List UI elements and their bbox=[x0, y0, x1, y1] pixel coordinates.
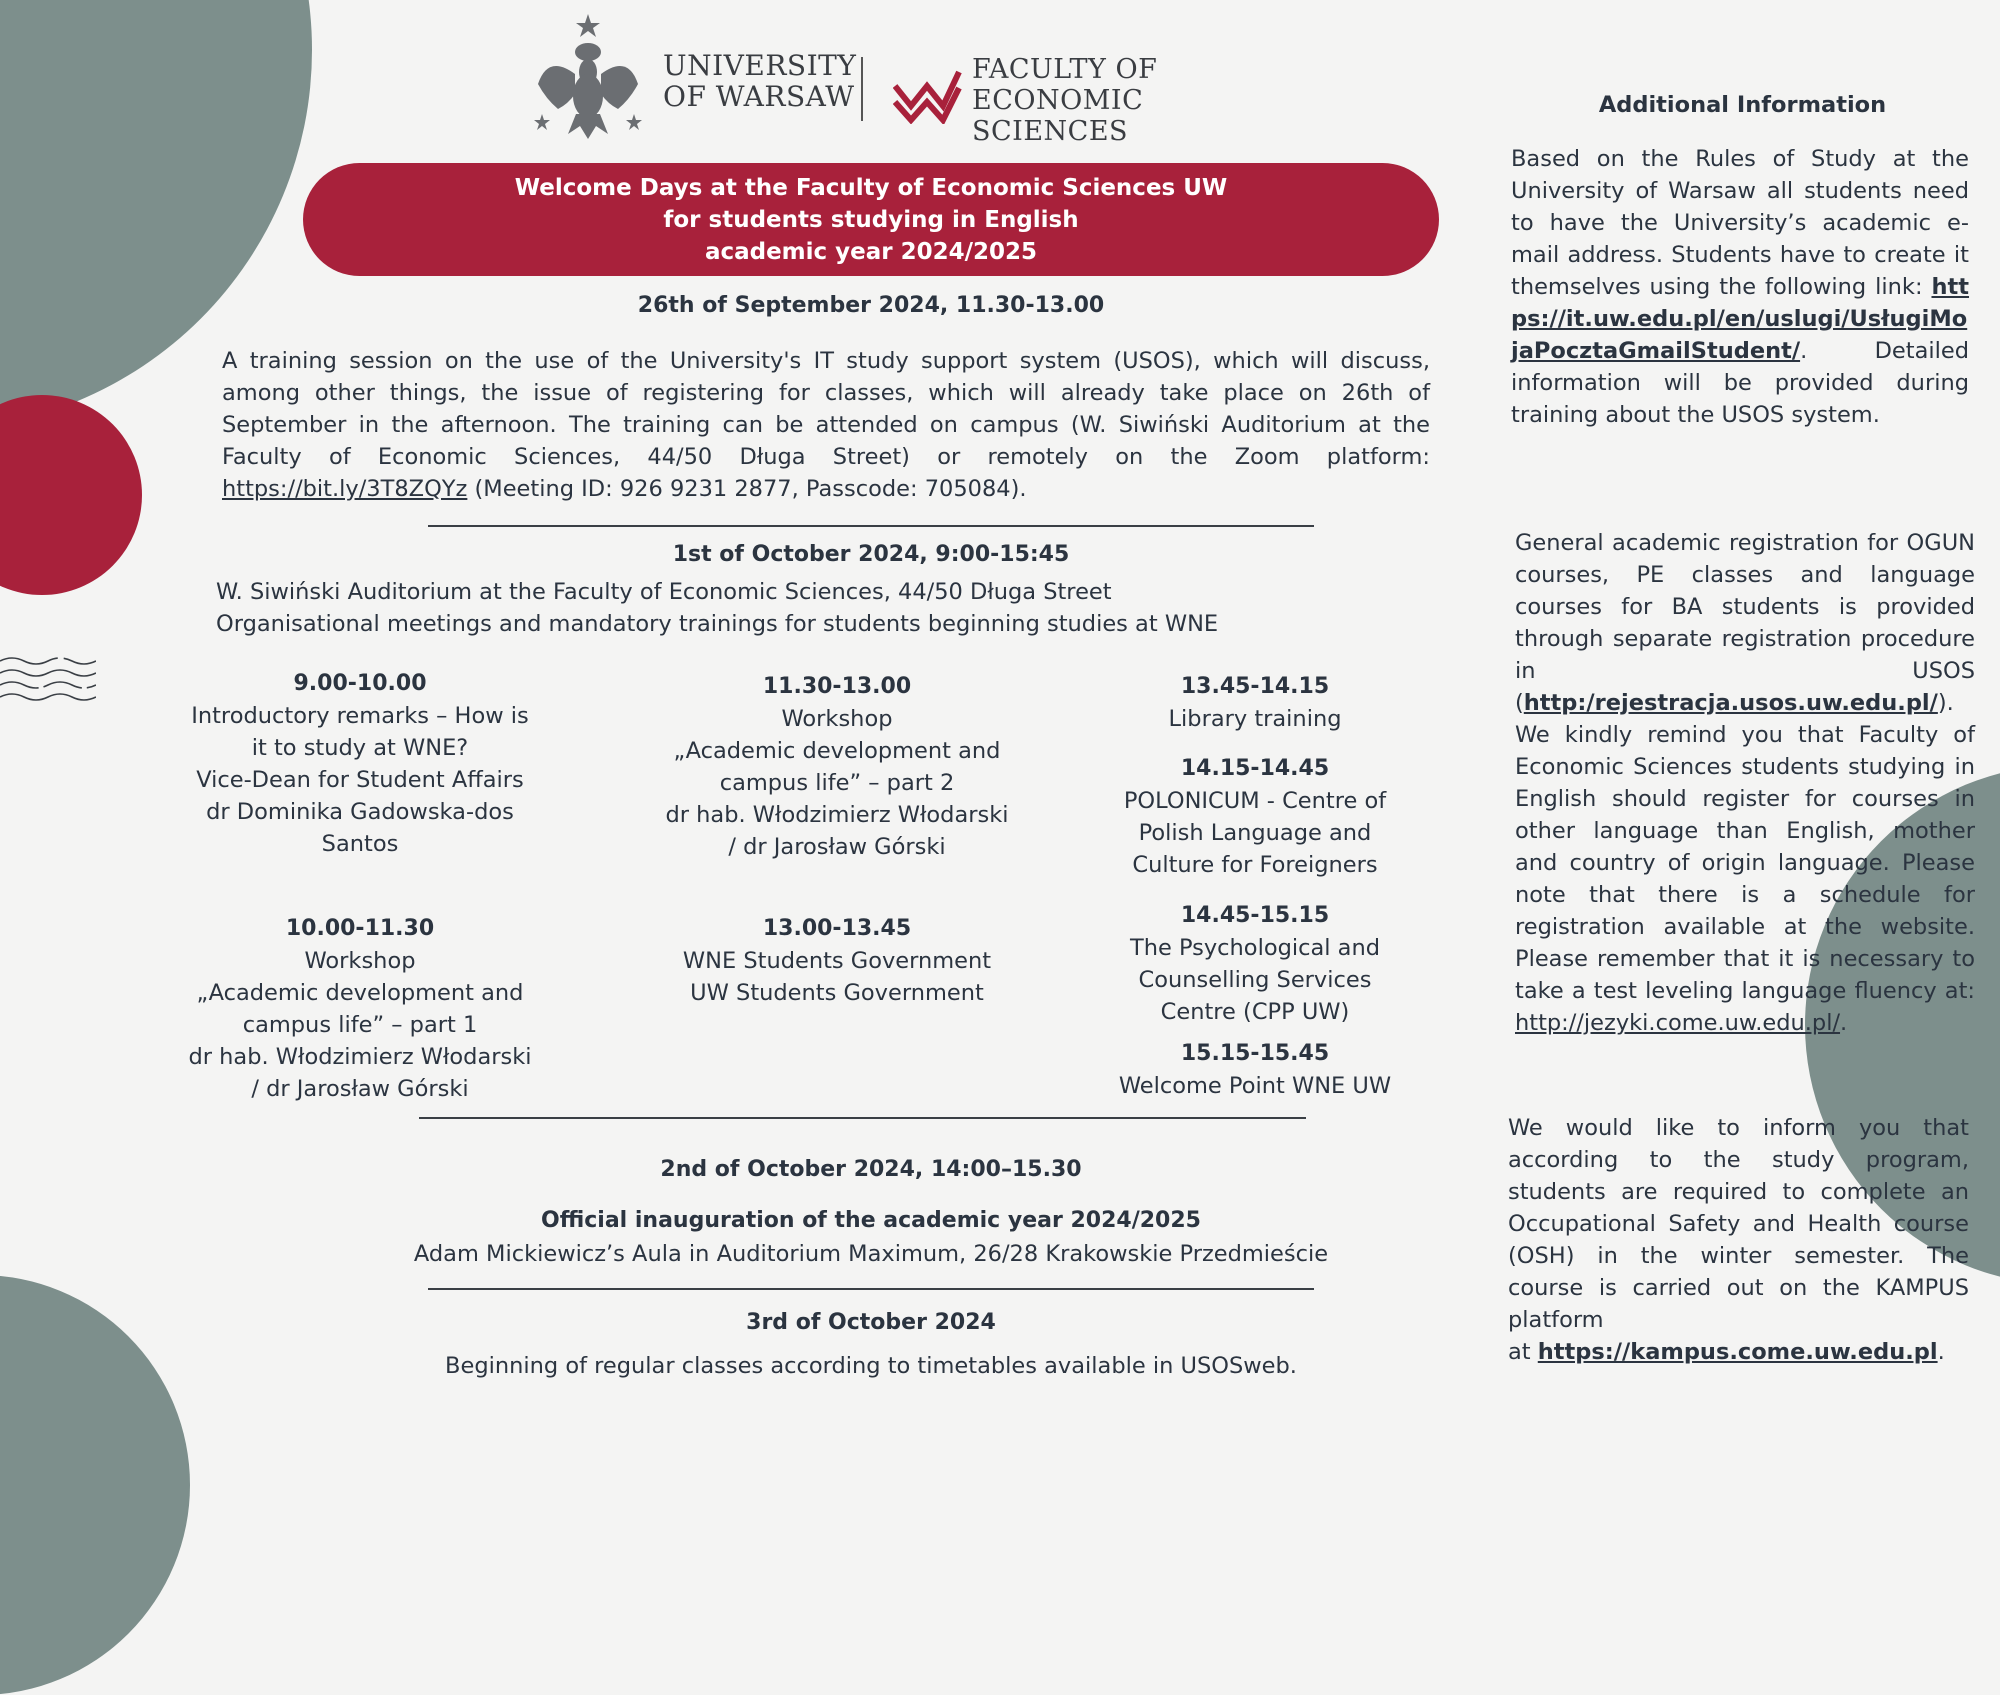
language-test-link[interactable]: http://jezyki.come.uw.edu.pl/ bbox=[1515, 1010, 1841, 1036]
session-line: Welcome Point WNE UW bbox=[1118, 1073, 1392, 1099]
sidebar-registration-mid: ). We kindly remind you that Faculty of Economic Sciences students studying in English should register for courses in other language than English, mother and country of origin language. Please note that there is a schedule for registration available at the website. Please remember that it is necessary to take a test leveling language fluency at: bbox=[1515, 690, 1975, 1004]
session-line: / dr Jarosław Górski bbox=[251, 1076, 469, 1102]
session-line: Workshop bbox=[304, 948, 416, 974]
session-line: campus life” – part 2 bbox=[719, 770, 955, 796]
session-13-00 bbox=[646, 913, 1028, 1009]
session-line: Santos bbox=[321, 831, 399, 857]
university-name-line2: OF WARSAW bbox=[663, 80, 855, 113]
session-line: dr hab. Włodzimierz Włodarski bbox=[188, 1044, 532, 1070]
faculty-name-line2: ECONOMIC SCIENCES bbox=[972, 85, 1144, 147]
session-line: it to study at WNE? bbox=[251, 735, 469, 761]
oct2-title: Official inauguration of the academic year 2024/2025 bbox=[541, 1208, 1201, 1233]
session-line: „Academic development and bbox=[196, 980, 524, 1006]
oct3-body: Beginning of regular classes according to timetables available in USOSweb. bbox=[445, 1353, 1297, 1379]
oct1-location: W. Siwiński Auditorium at the Faculty of Economic Sciences, 44/50 Długa Street bbox=[216, 579, 1112, 605]
session-line: Workshop bbox=[781, 706, 893, 732]
session-line: Counselling Services bbox=[1138, 967, 1372, 993]
sep26-heading: 26th of September 2024, 11.30-13.00 bbox=[637, 293, 1105, 318]
university-name bbox=[663, 50, 856, 112]
sep26-body-tail: (Meeting ID: 926 9231 2877, Passcode: 705084). bbox=[467, 476, 1027, 502]
session-line: POLONICUM - Centre of bbox=[1123, 788, 1387, 814]
title-banner bbox=[303, 163, 1439, 276]
decorative-circle-gray-bottom-left bbox=[0, 1275, 190, 1695]
session-14-45 bbox=[1090, 900, 1420, 1028]
divider bbox=[419, 1117, 1306, 1119]
session-line: Library training bbox=[1168, 706, 1342, 732]
university-eagle-logo-icon bbox=[528, 14, 648, 144]
sidebar-registration-paragraph: General academic registration for OGUN courses, PE classes and language courses for BA students is provided through separate registration procedure in USOS (http:/rejestracja.usos.uw.edu.pl/). We kindly remind you that Faculty of Economic Sciences students studying in English should register for courses in other language than English, mother and country of origin language. Please note that there is a schedule for registration available at the website. Please remember that it is necessary to take a test leveling language fluency at: http://jezyki.come.uw.edu.pl/. bbox=[1515, 530, 1975, 1036]
session-line: Vice-Dean for Student Affairs bbox=[196, 767, 524, 793]
oct1-subtitle: Organisational meetings and mandatory trainings for students beginning studies at WNE bbox=[216, 611, 1219, 637]
session-11-30 bbox=[646, 671, 1028, 863]
banner-line1: Welcome Days at the Faculty of Economic Sciences UW bbox=[514, 174, 1228, 201]
faculty-name-line1: FACULTY OF bbox=[972, 54, 1158, 85]
sidebar-email-paragraph: Based on the Rules of Study at the University of Warsaw all students need to have the University’s academic e-mail address. Students have to create it themselves using the following link: https://it.uw.edu.pl/en/uslugi/UsługiMojaPocztaGmailStudent/. Detailed information will be provided during training about the USOS system. bbox=[1511, 146, 1970, 428]
oct1-heading: 1st of October 2024, 9:00-15:45 bbox=[672, 542, 1070, 567]
oct2-heading: 2nd of October 2024, 14:00–15.30 bbox=[660, 1157, 1082, 1182]
session-time: 14.45-15.15 bbox=[1180, 903, 1330, 928]
session-13-45 bbox=[1090, 671, 1420, 735]
session-time: 11.30-13.00 bbox=[762, 674, 912, 699]
session-line: UW Students Government bbox=[690, 980, 984, 1006]
session-9-00 bbox=[170, 668, 550, 860]
email-setup-link[interactable]: https://it.uw.edu.pl/en/uslugi/UsługiMojaPocztaGmailStudent/ bbox=[1511, 274, 1970, 364]
sidebar-osh-text: We would like to inform you that according to the study program, students are required to complete an Occupational Safety and Health course (OSH) in the winter semester. The course is carried out on the KAMPUS platform bbox=[1508, 1115, 1969, 1333]
sep26-body-text: A training session on the use of the University's IT study support system (USOS), which will discuss, among other things, the issue of registering for classes, which will already take place on 26th of September in the afternoon. The training can be attended on campus (W. Siwiński Auditorium at the Faculty of Economic Sciences, 44/50 Długa Street) or remotely on the Zoom platform: bbox=[222, 348, 1430, 470]
session-line: The Psychological and bbox=[1129, 935, 1381, 961]
university-name-line1: UNIVERSITY bbox=[663, 49, 857, 82]
session-line: Culture for Foreigners bbox=[1132, 852, 1378, 878]
session-time: 13.45-14.15 bbox=[1180, 674, 1330, 699]
faculty-zigzag-logo-icon bbox=[893, 64, 963, 124]
sidebar-registration-text: General academic registration for OGUN courses, PE classes and language courses for BA students is provided through separate registration procedure in USOS ( bbox=[1515, 530, 1975, 716]
session-15-15 bbox=[1090, 1038, 1420, 1102]
session-line: dr hab. Włodzimierz Włodarski bbox=[665, 802, 1009, 828]
session-line: WNE Students Government bbox=[682, 948, 992, 974]
decorative-circle-red bbox=[0, 395, 142, 595]
sidebar-email-text: Based on the Rules of Study at the University of Warsaw all students need to have the University’s academic e-mail address. Students have to create it themselves using the following link: bbox=[1511, 146, 1969, 300]
divider bbox=[428, 1288, 1314, 1290]
session-time: 13.00-13.45 bbox=[762, 916, 912, 941]
banner-line2: for students studying in English bbox=[663, 206, 1079, 233]
session-line: Introductory remarks – How is bbox=[191, 703, 529, 729]
header-logos bbox=[528, 14, 1238, 147]
wave-lines-icon bbox=[0, 655, 96, 705]
session-line: campus life” – part 1 bbox=[242, 1012, 478, 1038]
oct3-heading: 3rd of October 2024 bbox=[746, 1310, 996, 1335]
sidebar-title: Additional Information bbox=[1598, 92, 1887, 118]
session-line: / dr Jarosław Górski bbox=[728, 834, 946, 860]
session-time: 9.00-10.00 bbox=[293, 671, 427, 696]
session-10-00 bbox=[170, 913, 550, 1105]
sidebar-email-tail: Detailed information will be provided during training about the USOS system. bbox=[1511, 338, 1969, 428]
session-line: „Academic development and bbox=[673, 738, 1001, 764]
sep26-body bbox=[222, 345, 1430, 505]
session-time: 14.15-14.45 bbox=[1180, 756, 1330, 781]
zoom-link[interactable]: https://bit.ly/3T8ZQYz bbox=[222, 476, 468, 502]
sidebar-osh-at: at bbox=[1508, 1339, 1538, 1365]
sidebar-osh-paragraph: We would like to inform you that according to the study program, students are required to complete an Occupational Safety and Health course (OSH) in the winter semester. The course is carried out on the KAMPUS platform at https://kampus.come.uw.edu.pl. bbox=[1508, 1115, 1969, 1365]
banner-line3: academic year 2024/2025 bbox=[704, 238, 1038, 265]
session-time: 10.00-11.30 bbox=[285, 916, 435, 941]
session-line: dr Dominika Gadowska-dos bbox=[206, 799, 514, 825]
session-14-15 bbox=[1090, 753, 1420, 881]
usos-registration-link[interactable]: http:/rejestracja.usos.uw.edu.pl/ bbox=[1523, 690, 1938, 716]
session-line: Centre (CPP UW) bbox=[1160, 999, 1350, 1025]
oct2-location: Adam Mickiewicz’s Aula in Auditorium Maximum, 26/28 Krakowskie Przedmieście bbox=[413, 1241, 1329, 1267]
logo-divider bbox=[861, 57, 863, 121]
session-time: 15.15-15.45 bbox=[1180, 1041, 1330, 1066]
faculty-name bbox=[972, 54, 1238, 147]
kampus-link[interactable]: https://kampus.come.uw.edu.pl bbox=[1537, 1339, 1938, 1365]
session-line: Polish Language and bbox=[1138, 820, 1372, 846]
divider bbox=[428, 525, 1314, 527]
